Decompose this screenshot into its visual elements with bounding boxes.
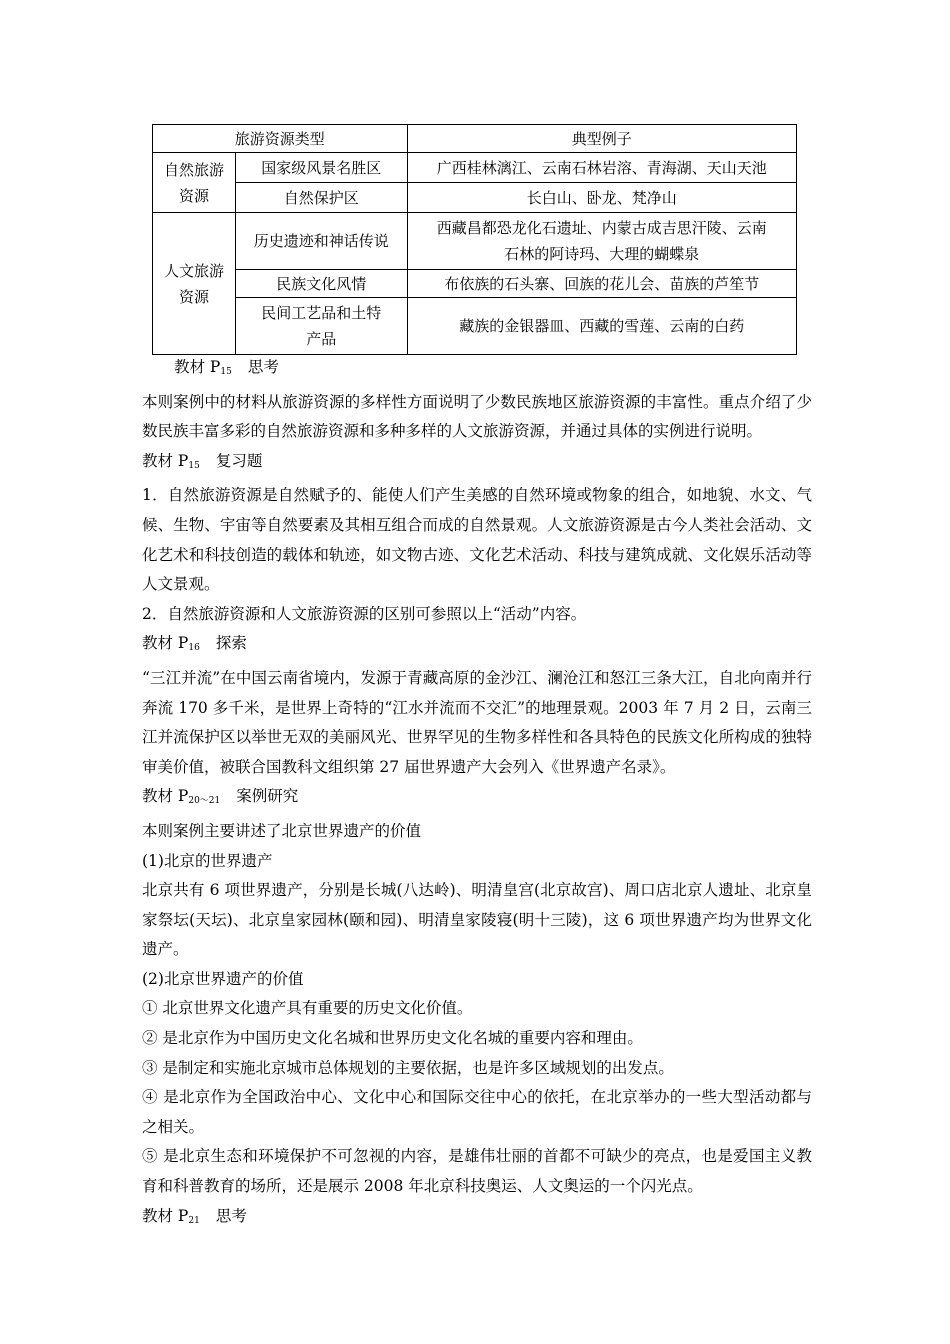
category-cultural: 人文旅游 资源 [153, 213, 236, 355]
heading-page-number: 20～21 [188, 796, 221, 807]
paragraph: (1)北京的世界遗产 [142, 851, 273, 870]
example-cell: 布依族的石头寨、回族的花儿会、苗族的芦笙节 [407, 270, 796, 298]
section-heading [142, 1202, 812, 1237]
body-text [142, 353, 812, 1236]
paragraph: 本则案例主要讲述了北京世界遗产的价值 [142, 821, 422, 840]
paragraph: ③ 是制定和实施北京城市总体规划的主要依据，也是许多区域规划的出发点。 [142, 1058, 674, 1077]
example-cell: 广西桂林漓江、云南石林岩溶、青海湖、天山天池 [407, 153, 796, 183]
header-example: 典型例子 [407, 125, 796, 153]
paragraph: ④ 是北京作为全国政治中心、文化中心和国际交往中心的依托，在北京举办的一些大型活动都与之相关。 [142, 1088, 812, 1136]
heading-title: 复习题 [215, 451, 263, 470]
section-heading [142, 353, 812, 388]
paragraph: 本则案例中的材料从旅游资源的多样性方面说明了少数民族地区旅游资源的丰富性。重点介绍了少数民族丰富多彩的自然旅游资源和多种多样的人文旅游资源，并通过具体的实例进行说明。 [142, 392, 812, 441]
paragraph: 北京共有 6 项世界遗产，分别是长城(八达岭)、明清皇宫(北京故宫)、周口店北京人遗址、北京皇家祭坛(天坛)、北京皇家园林(颐和园)、明清皇家陵寝(明十三陵)，这 6 项世界遗产均为世界文化遗产。 [142, 881, 812, 959]
type-cell: 历史遗迹和神话传说 [235, 213, 407, 270]
heading-title: 案例研究 [236, 787, 299, 806]
example-cell: 藏族的金银器皿、西藏的雪莲、云南的白药 [407, 298, 796, 355]
table-row [153, 213, 797, 270]
example-cell: 西藏昌都恐龙化石遗址、内蒙古成吉思汗陵、云南 石林的阿诗玛、大理的蝴蝶泉 [407, 213, 796, 270]
type-cell: 自然保护区 [235, 183, 407, 213]
paragraph: ② 是北京作为中国历史文化名城和世界历史文化名城的重要内容和理由。 [142, 1029, 643, 1048]
heading-page-number: 16 [188, 643, 200, 654]
table-row [153, 298, 797, 355]
section-heading [142, 447, 812, 482]
heading-prefix: 教材 P [142, 1206, 189, 1225]
heading-title: 探索 [215, 634, 247, 653]
heading-title: 思考 [215, 1206, 247, 1225]
section-heading [142, 782, 812, 817]
paragraph: 1．自然旅游资源是自然赋予的、能使人们产生美感的自然环境或物象的组合，如地貌、水文、气候、生物、宇宙等自然要素及其相互组合而成的自然景观。人文旅游资源是古今人类社会活动、文化艺术和科技创造的载体和轨迹，如文物古迹、文化艺术活动、科技与建筑成就、文化娱乐活动等人文景观。 [142, 486, 812, 594]
type-cell: 民族文化风情 [235, 270, 407, 298]
heading-prefix: 教材 P [142, 787, 189, 806]
heading-page-number: 21 [188, 1215, 200, 1226]
heading-prefix: 教材 P [142, 451, 189, 470]
example-cell: 长白山、卧龙、梵净山 [407, 183, 796, 213]
category-natural: 自然旅游 资源 [153, 153, 236, 213]
type-cell: 民间工艺品和土特 产品 [235, 298, 407, 355]
heading-prefix: 教材 P [174, 358, 221, 376]
section-heading [142, 629, 812, 664]
heading-prefix: 教材 P [142, 634, 189, 653]
paragraph: “三江并流”在中国云南省境内，发源于青藏高原的金沙江、澜沧江和怒江三条大江，自北向南并行奔流 170 多千米，是世界上奇特的“江水并流而不交汇”的地理景观。2003 年 7 月 2 日，云南三江并流保护区以举世无双的美丽风光、世界罕见的生物多样性和各具特色的民族文化所构成的独特审美价值，被联合国教科文组织第 27 届世界遗产大会列入《世界遗产名录》。 [142, 668, 812, 776]
table-header-row [153, 125, 797, 153]
tourism-resource-table [152, 124, 797, 355]
paragraph: ① 北京世界文化遗产具有重要的历史文化价值。 [142, 999, 473, 1018]
paragraph: (2)北京世界遗产的价值 [142, 969, 304, 988]
heading-title: 思考 [247, 358, 279, 376]
type-cell: 国家级风景名胜区 [235, 153, 407, 183]
heading-page-number: 15 [188, 460, 200, 471]
paragraph: 2．自然旅游资源和人文旅游资源的区别可参照以上“活动”内容。 [142, 604, 587, 623]
table-row [153, 153, 797, 183]
header-type: 旅游资源类型 [153, 125, 408, 153]
paragraph: ⑤ 是北京生态和环境保护不可忽视的内容，是雄伟壮丽的首都不可缺少的亮点，也是爱国主义教育和科普教育的场所，还是展示 2008 年北京科技奥运、人文奥运的一个闪光点。 [142, 1147, 812, 1196]
table-row [153, 270, 797, 298]
heading-page-number: 15 [220, 367, 232, 377]
table-row [153, 183, 797, 213]
